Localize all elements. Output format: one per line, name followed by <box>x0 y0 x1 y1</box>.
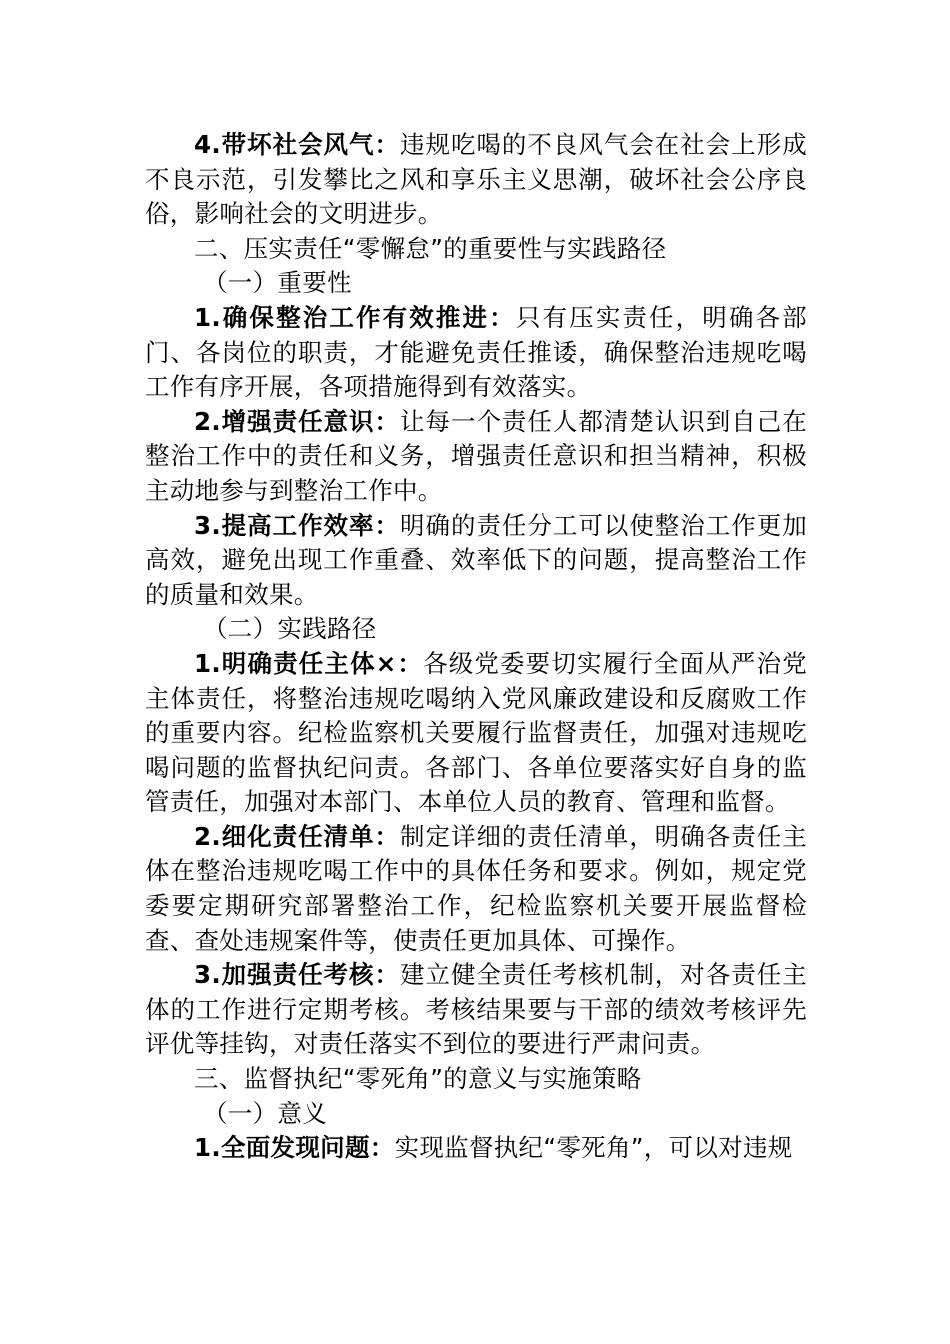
subsection-heading-importance: （一）重要性 <box>203 268 352 298</box>
paragraph-text: 建立健全责任考核机制，对各责任主体的工作进行定期考核。考核结果要与干部的绩效考核评先评优等挂钩，对责任落实不到位的要进行严肃问责。 <box>145 960 807 1059</box>
document-page <box>145 128 807 1166</box>
paragraph-label: 3.提高工作效率： <box>194 510 400 540</box>
subsection-heading-significance: （一）意义 <box>203 1098 327 1128</box>
subsection-heading-practice-path: （二）实践路径 <box>203 614 377 644</box>
paragraph-text: 各级党委要切实履行全面从严治党主体责任，将整治违规吃喝纳入党风廉政建设和反腐败工作的重要内容。纪检监察机关要履行监督责任，加强对违规吃喝问题的监督执纪问责。各部门、各单位要落实好自身的监管责任，加强对本部门、本单位人员的教育、管理和监督。 <box>145 648 807 817</box>
paragraph-ensure-progress <box>145 301 807 405</box>
paragraph-responsibility-assessment <box>145 958 807 1062</box>
paragraph-label: 1.全面发现问题： <box>194 1133 395 1163</box>
paragraph-label: 2.细化责任清单： <box>194 821 400 851</box>
section-heading-two: 二、压实责任“零懈怠”的重要性与实践路径 <box>194 233 667 263</box>
paragraph-responsibility-awareness <box>145 405 807 509</box>
paragraph-clarify-subjects <box>145 647 807 820</box>
paragraph-label: 1.确保整治工作有效推进： <box>194 302 516 332</box>
paragraph-text: 制定详细的责任清单，明确各责任主体在整治违规吃喝工作中的具体任务和要求。例如，规定党委要定期研究部署整治工作，纪检监察机关要开展监督检查、查处违规案件等，使责任更加具体、可操作。 <box>145 821 807 955</box>
paragraph-label: 1.明确责任主体×： <box>194 648 424 678</box>
paragraph-text: 只有压实责任，明确各部门、各岗位的职责，才能避免责任推诿，确保整治违规吃喝工作有序开展，各项措施得到有效落实。 <box>145 302 807 402</box>
paragraph-responsibility-list <box>145 820 807 958</box>
section-heading-three: 三、监督执纪“零死角”的意义与实施策略 <box>194 1064 642 1094</box>
paragraph-label: 4.带坏社会风气： <box>194 130 400 159</box>
paragraph-label: 3.加强责任考核： <box>194 960 400 990</box>
paragraph-text: 让每一个责任人都清楚认识到自己在整治工作中的责任和义务，增强责任意识和担当精神，积极主动地参与到整治工作中。 <box>145 406 807 505</box>
paragraph-text: 实现监督执纪“零死角”，可以对违规 <box>394 1133 793 1163</box>
paragraph-bad-social-atmosphere <box>145 128 807 232</box>
paragraph-find-problems <box>145 1131 807 1166</box>
paragraph-work-efficiency <box>145 509 807 613</box>
paragraph-text: 明确的责任分工可以使整治工作更加高效，避免出现工作重叠、效率低下的问题，提高整治工作的质量和效果。 <box>145 510 807 609</box>
paragraph-text: 违规吃喝的不良风气会在社会上形成不良示范，引发攀比之风和享乐主义思潮，破坏社会公序良俗，影响社会的文明进步。 <box>145 130 807 229</box>
paragraph-label: 2.增强责任意识： <box>194 406 400 436</box>
